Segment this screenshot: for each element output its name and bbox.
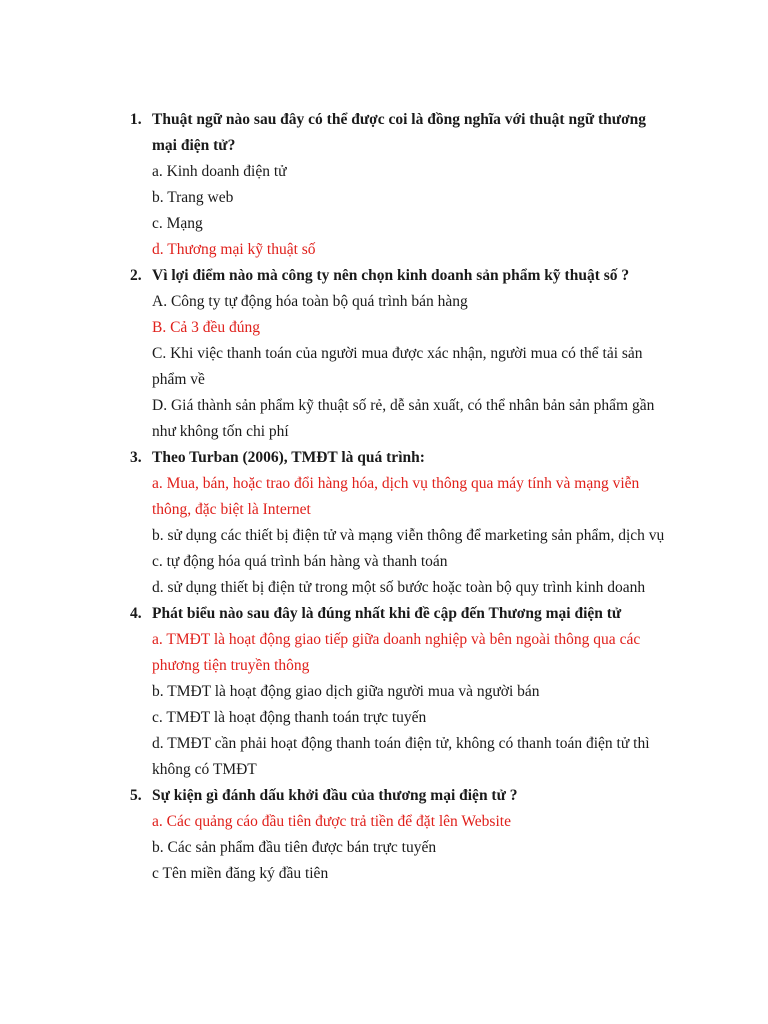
- question-text: Phát biểu nào sau đây là đúng nhất khi đề cập đến Thương mại điện tử: [152, 605, 622, 622]
- question-text: Vì lợi điểm nào mà công ty nên chọn kinh doanh sản phẩm kỹ thuật số ?: [152, 267, 630, 284]
- answer-option: c. tự động hóa quá trình bán hàng và thanh toán: [152, 553, 448, 570]
- answer-option: b. sử dụng các thiết bị điện tử và mạng viễn thông để marketing sản phẩm, dịch vụ: [152, 527, 665, 544]
- answer-options: [152, 289, 670, 445]
- answer-option-correct: B. Cả 3 đều đúng: [152, 319, 261, 336]
- question-5: [130, 783, 670, 887]
- answer-option: b. TMĐT là hoạt động giao dịch giữa người mua và người bán: [152, 683, 540, 700]
- answer-option: D. Giá thành sản phẩm kỹ thuật số rẻ, dễ sản xuất, có thể nhân bản sản phẩm gần như không tốn chi phí: [152, 397, 655, 440]
- question-number: 1.: [130, 111, 142, 128]
- answer-options: [152, 471, 670, 601]
- question-text: Sự kiện gì đánh dấu khởi đầu của thương mại điện tử ?: [152, 787, 518, 804]
- answer-option-correct: a. Mua, bán, hoặc trao đổi hàng hóa, dịch vụ thông qua máy tính và mạng viễn thông, đặc biệt là Internet: [152, 475, 640, 518]
- answer-option: d. TMĐT cần phải hoạt động thanh toán điện tử, không có thanh toán điện tử thì không có TMĐT: [152, 735, 650, 778]
- answer-option-correct: a. Các quảng cáo đầu tiên được trả tiền để đặt lên Website: [152, 813, 511, 830]
- answer-option-correct: d. Thương mại kỹ thuật số: [152, 241, 316, 258]
- question-number: 5.: [130, 787, 142, 804]
- question-row: [130, 445, 670, 471]
- question-3: [130, 445, 670, 601]
- question-2: [130, 263, 670, 445]
- answer-option: d. sử dụng thiết bị điện tử trong một số bước hoặc toàn bộ quy trình kinh doanh: [152, 579, 646, 596]
- answer-options: [152, 809, 670, 887]
- answer-options: [152, 627, 670, 783]
- question-row: [130, 601, 670, 627]
- question-number: 4.: [130, 605, 142, 622]
- answer-option: a. Kinh doanh điện tử: [152, 163, 287, 180]
- question-row: [130, 107, 670, 159]
- answer-option-correct: a. TMĐT là hoạt động giao tiếp giữa doanh nghiệp và bên ngoài thông qua các phương tiện truyền thông: [152, 631, 641, 674]
- answer-option: b. Trang web: [152, 189, 234, 206]
- answer-option: c Tên miền đăng ký đầu tiên: [152, 865, 329, 882]
- question-row: [130, 783, 670, 809]
- question-row: [130, 263, 670, 289]
- question-1: [130, 107, 670, 263]
- question-number: 3.: [130, 449, 142, 466]
- answer-option: C. Khi việc thanh toán của người mua được xác nhận, người mua có thể tải sản phẩm về: [152, 345, 643, 388]
- question-text: Thuật ngữ nào sau đây có thể được coi là đồng nghĩa với thuật ngữ thương mại điện tử?: [152, 111, 647, 154]
- answer-option: b. Các sản phẩm đầu tiên được bán trực tuyến: [152, 839, 437, 856]
- answer-option: A. Công ty tự động hóa toàn bộ quá trình bán hàng: [152, 293, 468, 310]
- answer-option: c. TMĐT là hoạt động thanh toán trực tuyến: [152, 709, 427, 726]
- question-number: 2.: [130, 267, 142, 284]
- quiz-content: [130, 107, 670, 887]
- question-4: [130, 601, 670, 783]
- question-text: Theo Turban (2006), TMĐT là quá trình:: [152, 449, 425, 466]
- answer-options: [152, 159, 670, 263]
- answer-option: c. Mạng: [152, 215, 203, 232]
